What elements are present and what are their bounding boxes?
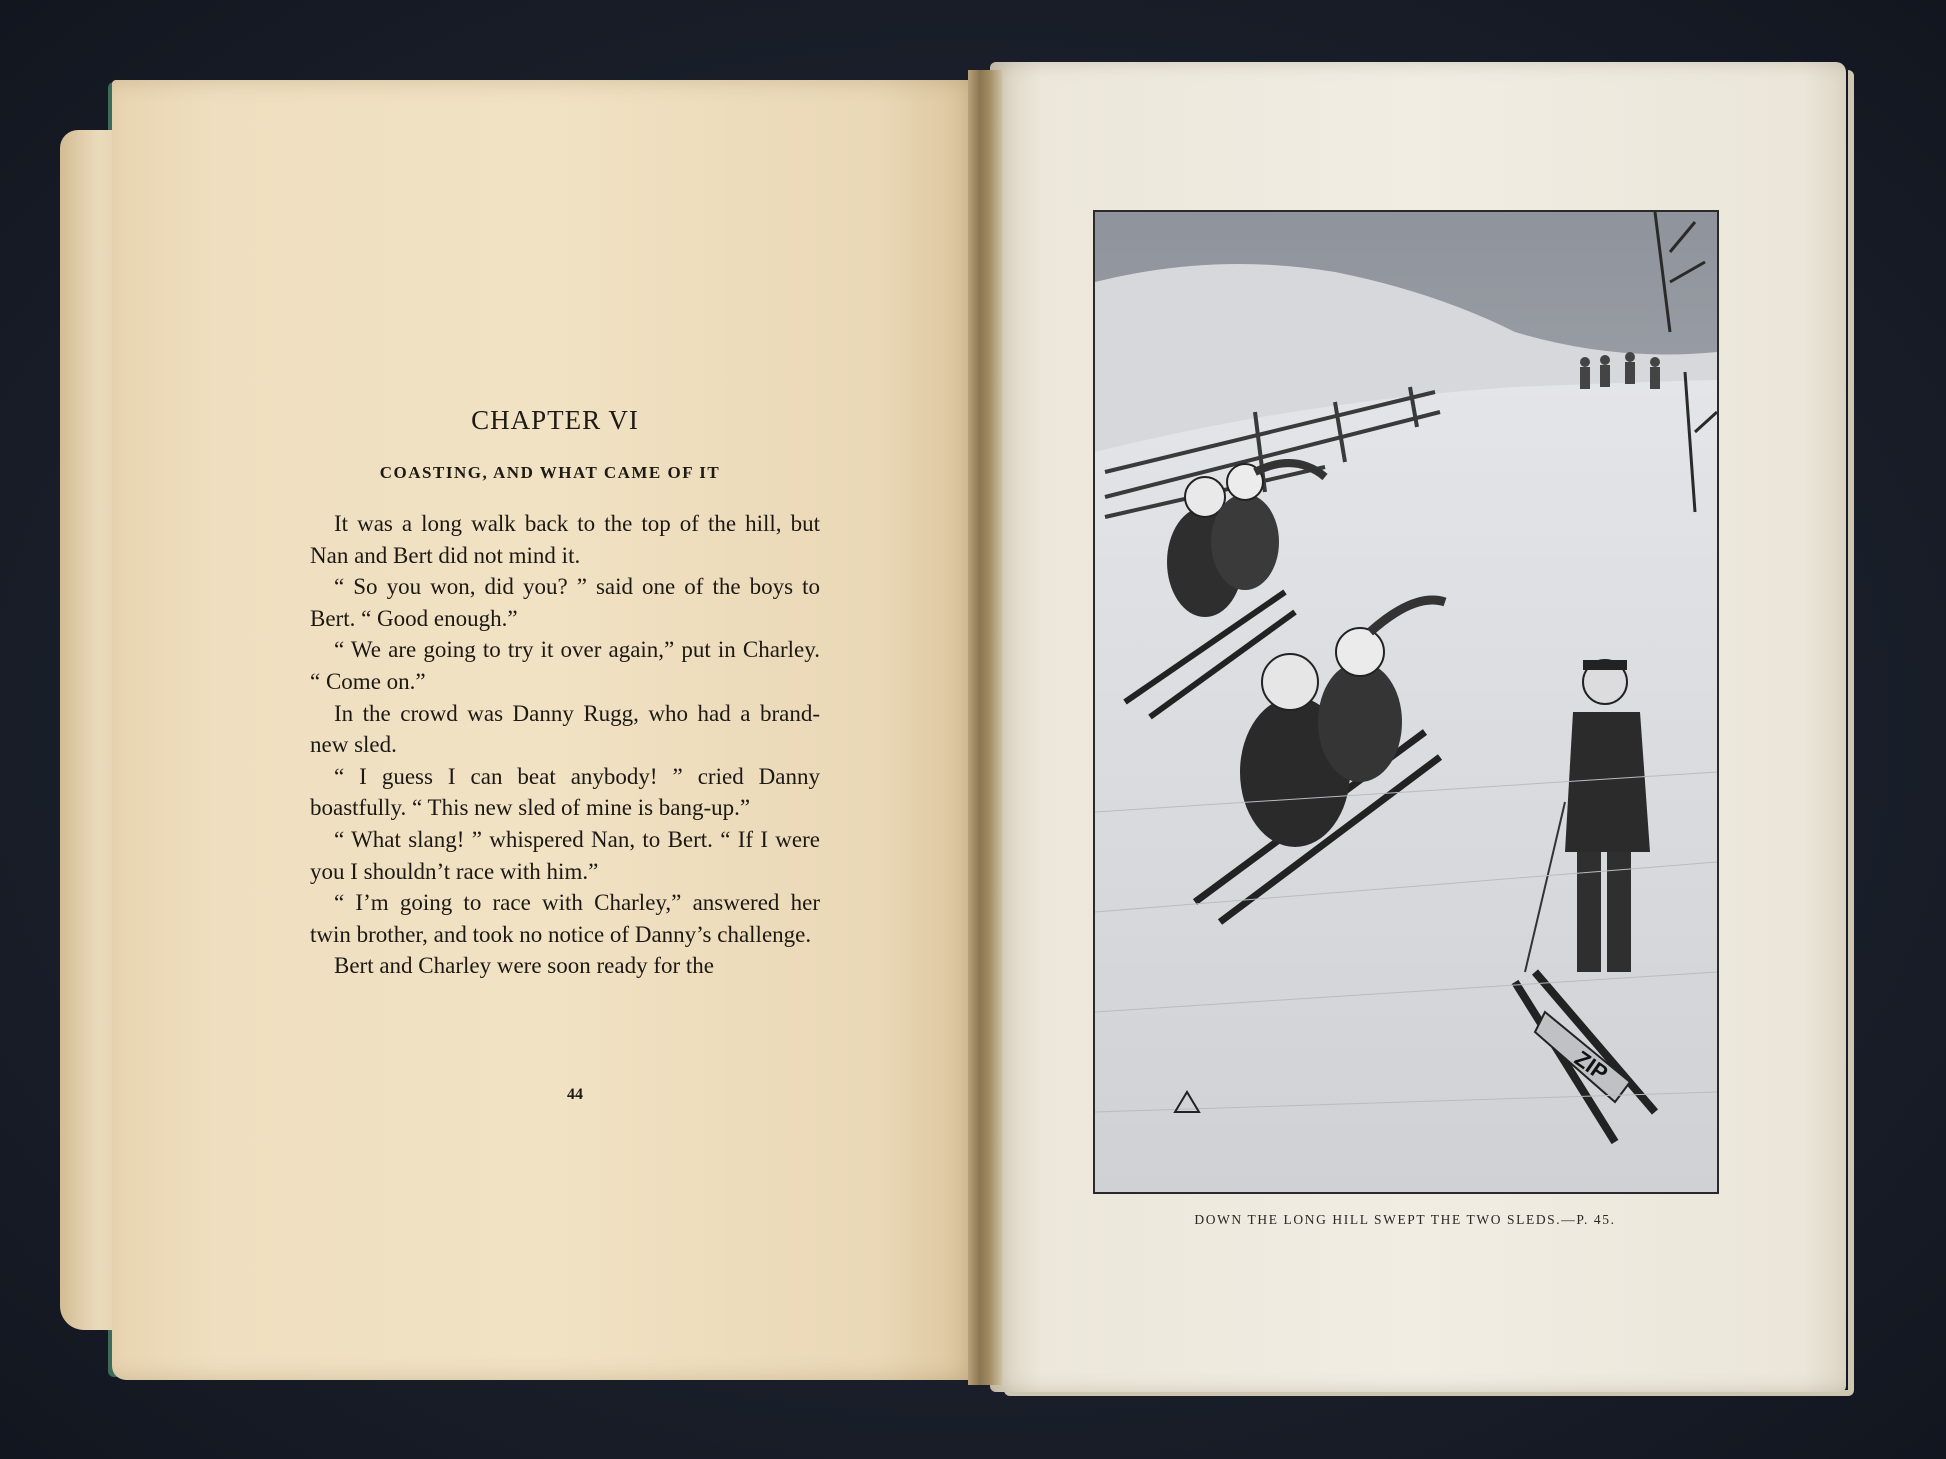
paragraph: Bert and Charley were soon ready for the [334,953,714,979]
sledding-illustration [1093,210,1719,1194]
page-number: 44 [567,1086,583,1103]
chapter-body-text [310,508,820,982]
paragraph: In the crowd was Danny Rugg, who had a brand-new sled. [310,700,820,758]
paragraph: “ What slang! ” whispered Nan, to Bert. “ If I were you I shouldn’t race with him.” [310,826,820,884]
paragraph: “ We are going to try it over again,” put in Charley. “ Come on.” [310,637,820,694]
illustration-caption: DOWN THE LONG HILL SWEPT THE TWO SLEDS.—P. 45. [1194,1212,1616,1227]
chapter-title: CHAPTER VI [471,405,639,435]
book-gutter [968,70,1002,1385]
paragraph: “ I’m going to race with Charley,” answered her twin brother, and took no notice of Danny’s challenge. [310,890,820,947]
illustration-drawing [1095,212,1717,1192]
paragraph: “ So you won, did you? ” said one of the boys to Bert. “ Good enough.” [310,574,820,631]
paragraph: It was a long walk back to the top of the hill, but Nan and Bert did not mind it. [310,511,820,568]
sled-lettering: ZIP [1570,1045,1613,1086]
chapter-subtitle: COASTING, AND WHAT CAME OF IT [379,463,721,482]
paragraph: “ I guess I can beat anybody! ” cried Danny boastfully. “ This new sled of mine is bang-up.” [310,763,820,821]
